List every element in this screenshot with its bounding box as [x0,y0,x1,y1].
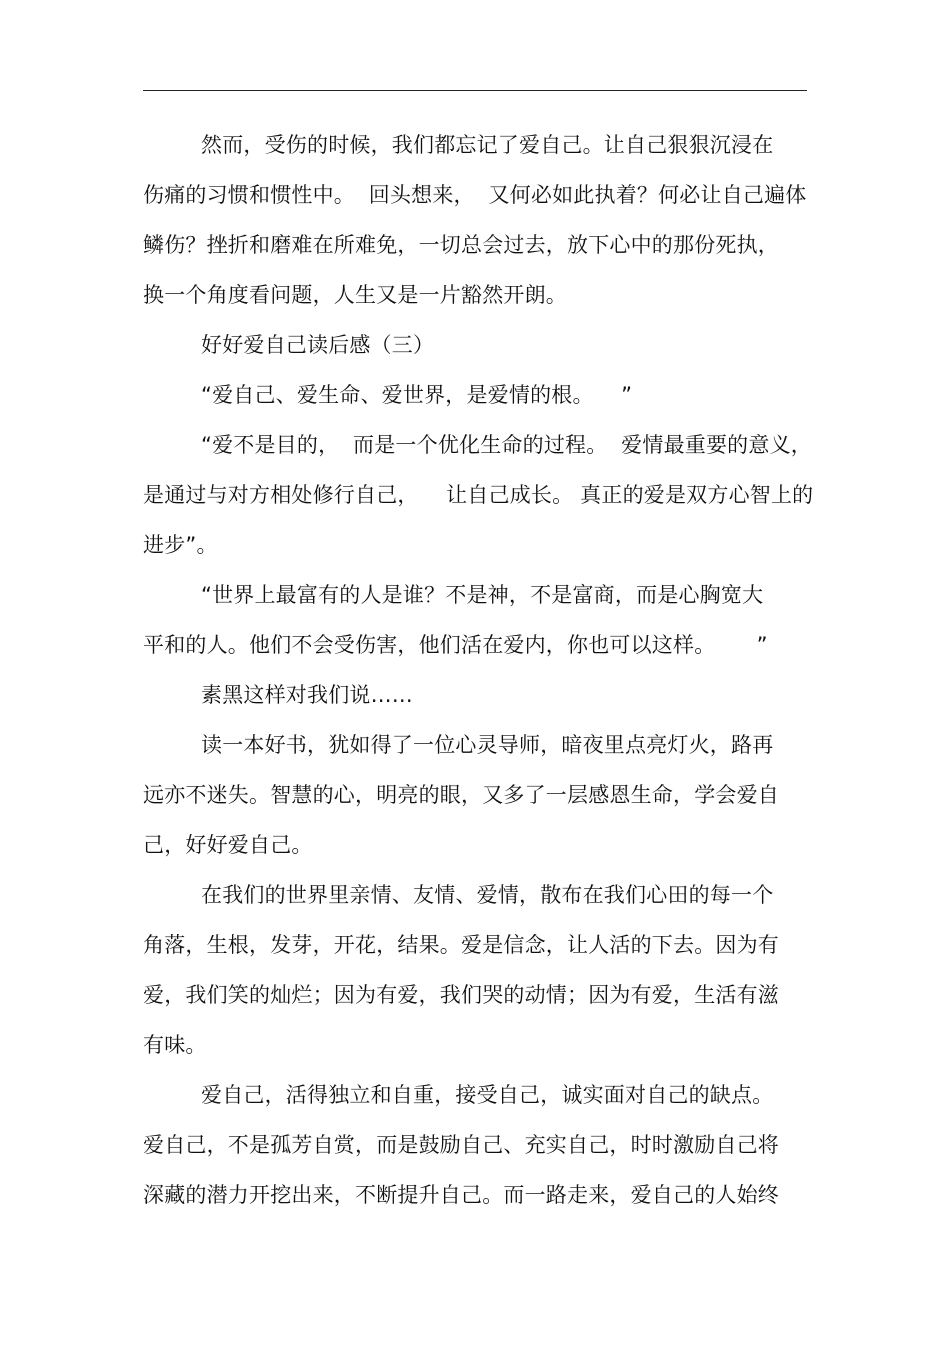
quote-line: 平和的人。他们不会受伤害，他们活在爱内，你也可以这样。 ” [143,633,768,657]
text-line: 远亦不迷失。智慧的心，明亮的眼，又多了一层感恩生命，学会爱自 [143,783,779,807]
text-line: 爱，我们笑的灿烂；因为有爱，我们哭的动情；因为有爱，生活有滋 [143,983,779,1007]
quote-line: 进步”。 [143,533,218,557]
quote-line: “世界上最富有的人是谁？不是神，不是富商，而是心胸宽大 [201,583,764,607]
section-heading: 好好爱自己读后感（三） [201,333,435,357]
quote-line: 是通过与对方相处修行自己， 让自己成长。 真正的爱是双方心智上的 [143,483,814,507]
text-line: 在我们的世界里亲情、友情、爱情，散布在我们心田的每一个 [201,883,774,907]
text-line: 爱自己，活得独立和自重，接受自己，诚实面对自己的缺点。 [201,1083,774,1107]
text-line: 有味。 [143,1033,207,1057]
quote-line: “爱自己、爱生命、爱世界，是爱情的根。 ” [201,383,633,407]
text-line: 角落，生根，发芽，开花，结果。爱是信念，让人活的下去。因为有 [143,933,779,957]
text-line: 换一个角度看问题，人生又是一片豁然开朗。 [143,283,567,307]
text-line: 读一本好书，犹如得了一位心灵导师，暗夜里点亮灯火，路再 [201,733,774,757]
text-line: 然而，受伤的时候，我们都忘记了爱自己。让自己狠狠沉浸在 [201,133,774,157]
text-line: 己，好好爱自己。 [143,833,313,857]
text-line: 鳞伤？挫折和磨难在所难免，一切总会过去，放下心中的那份死执， [143,233,779,257]
header-rule [143,90,807,91]
text-line: 素黑这样对我们说…… [201,683,413,707]
text-line: 深藏的潜力开挖出来，不断提升自己。而一路走来，爱自己的人始终 [143,1183,779,1207]
quote-line: “爱不是目的， 而是一个优化生命的过程。 爱情最重要的意义， [201,433,812,457]
text-line: 爱自己，不是孤芳自赏，而是鼓励自己、充实自己，时时激励自己将 [143,1133,779,1157]
text-line: 伤痛的习惯和惯性中。 回头想来， 又何必如此执着？何必让自己遍体 [143,183,807,207]
